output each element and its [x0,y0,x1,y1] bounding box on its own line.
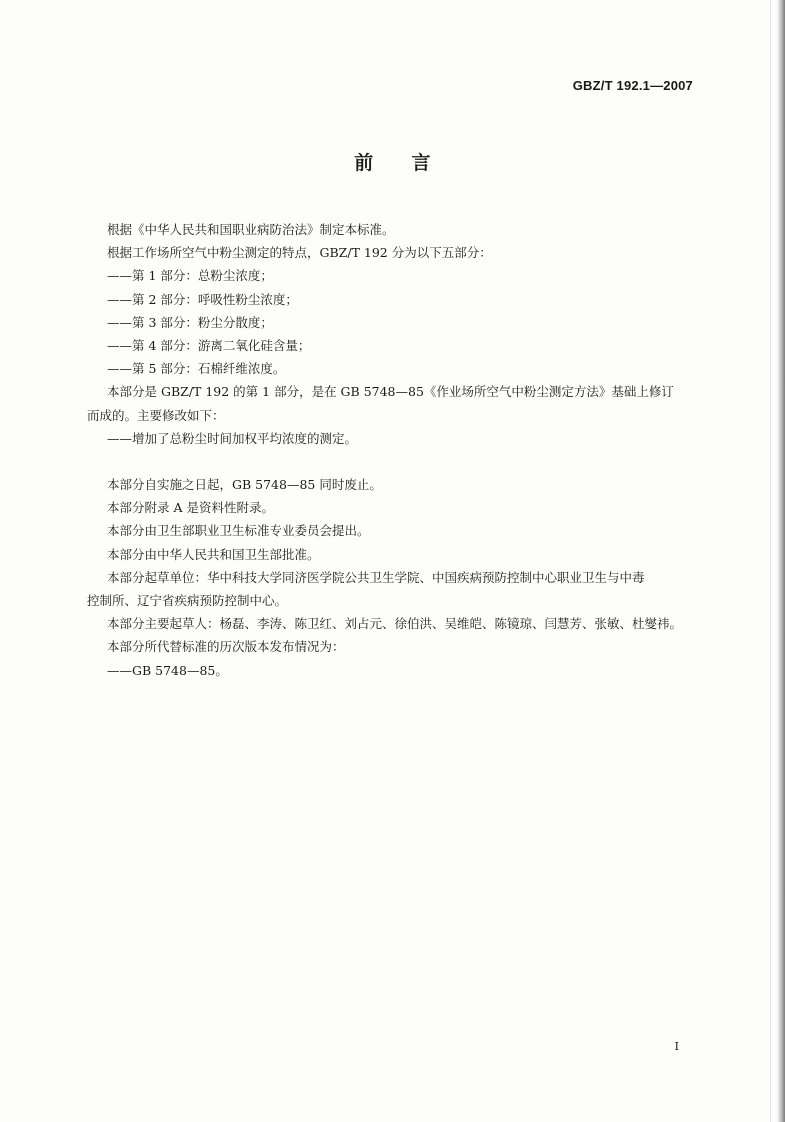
page-number: I [674,1040,679,1053]
foreword-body [87,218,697,682]
paragraph-history: 本部分所代替标准的历次版本发布情况为： [107,639,345,655]
title-char-1: 前 [354,152,374,174]
paragraph-drafting-units: 本部分起草单位：华中科技大学同济医学院公共卫生学院、中国疾病预防控制中心职业卫生与中毒 [107,569,645,585]
page-title [0,148,785,175]
revision-item: ——增加了总粉尘时间加权平均浓度的测定。 [107,430,358,446]
list-item: ——第 5 部分：石棉纤维浓度。 [107,361,286,377]
paragraph-drafting-units-cont: 控制所、辽宁省疾病预防控制中心。 [87,593,288,609]
paragraph-revision: 本部分是 GBZ/T 192 的第 1 部分，是在 GB 5748—85《作业场所空气中粉尘测定方法》基础上修订 [107,384,674,400]
list-item: ——第 2 部分：呼吸性粉尘浓度； [107,291,298,307]
paragraph-drafters: 本部分主要起草人：杨磊、李涛、陈卫红、刘占元、徐伯洪、吴维皑、陈镜琼、闫慧芳、张敏、杜燮祎。 [107,616,683,632]
paragraph-proposer: 本部分由卫生部职业卫生标准专业委员会提出。 [107,523,370,539]
paragraph-parts-intro: 根据工作场所空气中粉尘测定的特点，GBZ/T 192 分为以下五部分： [107,245,492,261]
list-item: ——第 1 部分：总粉尘浓度； [107,268,273,284]
list-item: ——第 4 部分：游离二氧化硅含量； [107,338,311,354]
title-char-2: 言 [411,152,431,174]
list-item: ——第 3 部分：粉尘分散度； [107,314,273,330]
standard-code: GBZ/T 192.1—2007 [572,78,693,93]
history-item: ——GB 5748—85。 [107,662,228,678]
paragraph-supersede: 本部分自实施之日起，GB 5748—85 同时废止。 [107,477,382,493]
paragraph-approver: 本部分由中华人民共和国卫生部批准。 [107,546,320,562]
paragraph-revision-cont: 而成的。主要修改如下： [87,407,225,423]
paragraph-annex: 本部分附录 A 是资料性附录。 [107,500,274,516]
paragraph-legal-basis: 根据《中华人民共和国职业病防治法》制定本标准。 [107,222,395,237]
